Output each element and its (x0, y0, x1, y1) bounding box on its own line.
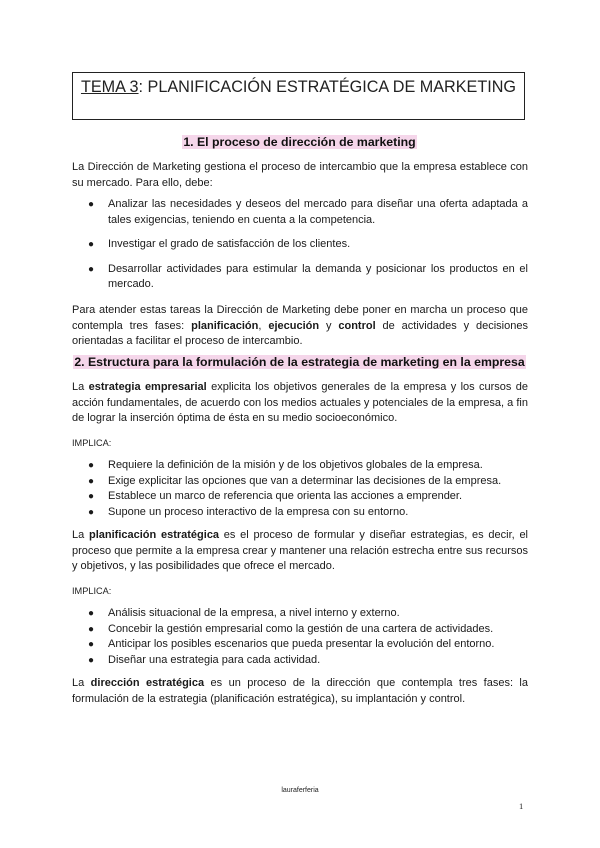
page-number: 1 (519, 801, 524, 811)
list-item: ● Anticipar los posibles escenarios que pueda presentar la evolución del entorno. (72, 637, 528, 653)
list-item: ● Desarrollar actividades para estimular la demanda y posicionar los productos en el mercado. (88, 262, 528, 291)
section-2-bullet-list-1 (72, 458, 528, 520)
title-box (72, 72, 525, 120)
list-item: ● Requiere la definición de la misión y de los objetivos globales de la empresa. (72, 458, 528, 474)
implica-label-1: IMPLICA: (72, 438, 112, 448)
footer-author: lauraferferia (281, 787, 319, 794)
bullet-icon: ● (88, 623, 95, 635)
list-item: ● Concebir la gestión empresarial como la gestión de una cartera de actividades. (72, 622, 528, 638)
section-1-heading: 1. El proceso de dirección de marketing (183, 135, 416, 149)
bullet-icon: ● (88, 608, 95, 619)
title-prefix: TEMA 3 (80, 78, 139, 96)
section-1-closing: Para atender estas tareas la Dirección de Marketing debe poner en marcha un proceso que contempla tres fases: planificación, ejecución y control de actividades y decisiones orientadas a facilitar el proceso de intercambio. (72, 304, 528, 348)
list-item: ● Análisis situacional de la empresa, a nivel interno y externo. (72, 606, 528, 622)
section-2-paragraph-3: La dirección estratégica es un proceso de la dirección que contempla tres fases: la formulación de la estrategia (planificación estratégica), su implantación y control. (72, 677, 528, 705)
list-item: ● Establece un marco de referencia que orienta las acciones a emprender. (72, 489, 528, 505)
list-item: ● Exige explicitar las opciones que van a determinar las decisiones de la empresa. (72, 474, 528, 490)
list-item: ● Investigar el grado de satisfacción de los clientes. (72, 237, 528, 253)
bullet-icon: ● (88, 475, 95, 487)
list-item: ● Diseñar una estrategia para cada actividad. (72, 653, 528, 669)
bullet-icon: ● (88, 199, 95, 210)
bullet-icon: ● (88, 506, 95, 518)
title-text: : PLANIFICACIÓN ESTRATÉGICA DE MARKETING (138, 78, 517, 96)
section-2-heading: 2. Estructura para la formulación de la estrategia de marketing en la empresa (74, 355, 525, 369)
section-2-paragraph-1: La estrategia empresarial explicita los objetivos generales de la empresa y los cursos de acción fundamentales, de acuerdo con los medios actuales y potenciales de la empresa, a fin de lograr la inserción óptima de ésta en su medio socioeconómico. (72, 381, 529, 425)
list-item: ● Supone un proceso interactivo de la empresa con su entorno. (72, 505, 528, 521)
bullet-icon: ● (88, 654, 95, 666)
bullet-icon: ● (88, 639, 95, 651)
implica-label-2: IMPLICA: (72, 586, 112, 596)
section-1-bullet-list (72, 197, 528, 302)
list-item: ● Analizar las necesidades y deseos del mercado para diseñar una oferta adaptada a tales exigencias, teniendo en cuenta a la competencia. (88, 198, 528, 226)
section-1-intro: La Dirección de Marketing gestiona el proceso de intercambio que la empresa establece con su mercado. Para ello, debe: (72, 161, 528, 189)
section-2-bullet-list-2 (72, 606, 528, 668)
bullet-icon: ● (88, 239, 95, 251)
bullet-icon: ● (88, 491, 95, 503)
bullet-icon: ● (88, 263, 95, 275)
section-2-paragraph-2: La planificación estratégica es el proceso de formular y diseñar estrategias, es decir, el proceso que permite a la empresa crear y mantener una relación estrecha entre sus recursos y objetivos, y las posibilidades que ofrece el mercado. (72, 529, 529, 573)
bullet-icon: ● (88, 460, 95, 471)
